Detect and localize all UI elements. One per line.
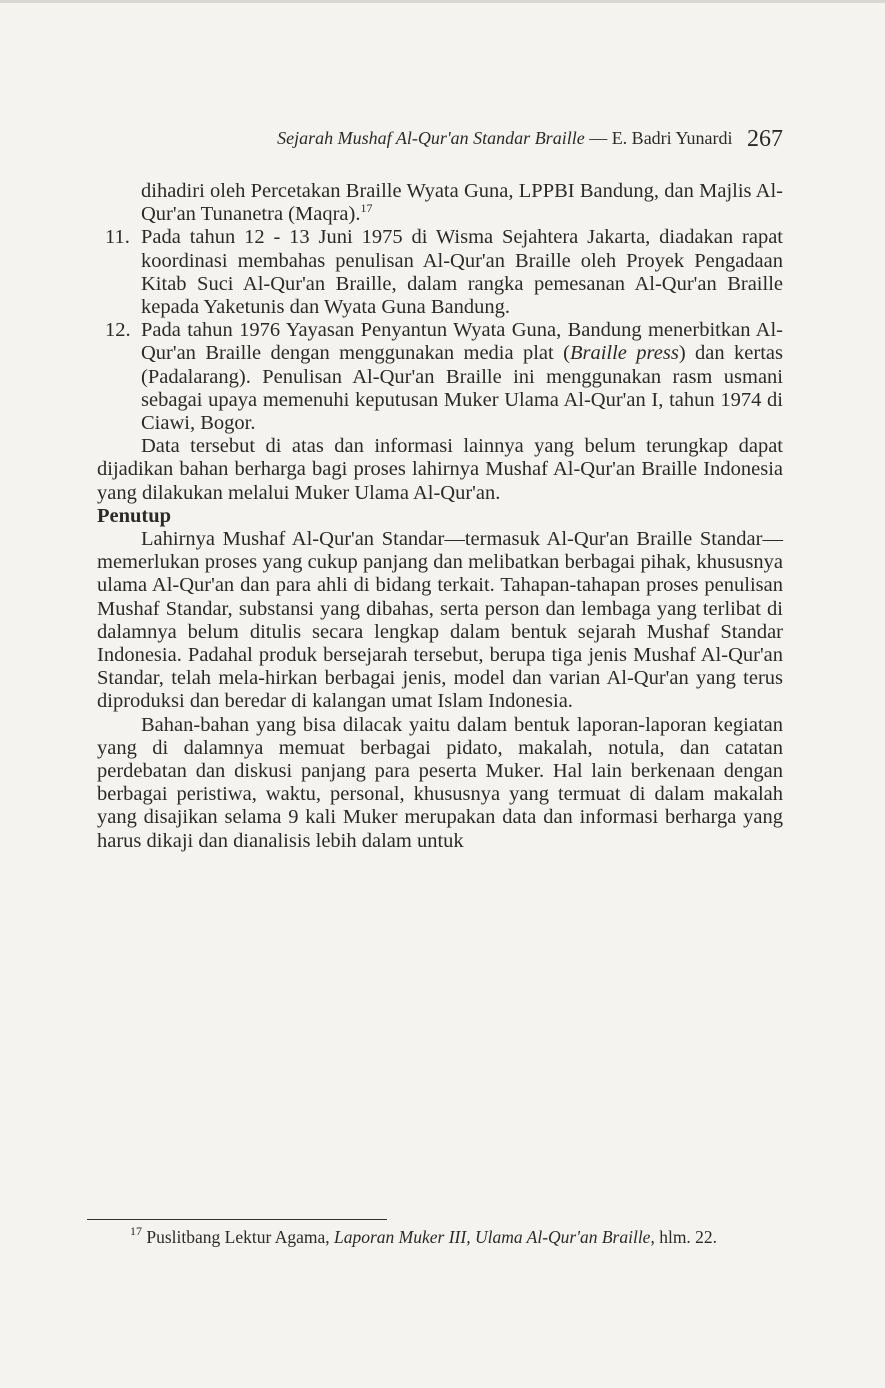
- list-item-text-before: Pada tahun 1976 Yayasan Penyantun Wyata Guna, Bandung menerbitkan Al-Qur'an Braille dengan menggunakan media plat (: [141, 319, 783, 365]
- running-title: Sejarah Mushaf Al-Qur'an Standar Braille: [277, 128, 585, 148]
- summary-paragraph: Data tersebut di atas dan informasi lainnya yang belum terungkap dapat dijadikan bahan berharga bagi proses lahirnya Mushaf Al-Qur'an Braille Indonesia yang dilakukan melalui Muker Ulama Al-Qur'an.: [97, 435, 783, 504]
- body-paragraph: Lahirnya Mushaf Al-Qur'an Standar—termasuk Al-Qur'an Braille Standar—memerlukan proses yang cukup panjang dan melibatkan berbagai pihak, khususnya ulama Al-Qur'an dan para ahli di bidang terkait. Tahapan-tahapan proses penulisan Mushaf Standar, substansi yang dibahas, serta person dan lembaga yang terlibat di dalamnya belum ditulis secara lengkap dalam bentuk sejarah Mushaf Standar Indonesia. Padahal produk bersejarah tersebut, berupa tiga jenis Mushaf Al-Qur'an Standar, telah mela-hirkan berbagai jenis, model dan varian Al-Qur'an yang terus diproduksi dan beredar di kalangan umat Islam Indonesia.: [97, 528, 783, 713]
- footnote-ref: 17: [360, 201, 373, 216]
- header-author: E. Badri Yunardi: [611, 128, 733, 148]
- list-item-italic-term: Braille press: [569, 342, 679, 365]
- numbered-list: [97, 226, 783, 435]
- page-number: 267: [747, 126, 783, 152]
- footnote-text-before: Puslitbang Lektur Agama,: [146, 1227, 334, 1247]
- intro-text: dihadiri oleh Percetakan Braille Wyata Guna, LPPBI Bandung, dan Majlis Al-Qur'an Tunanetra (Maqra).: [141, 180, 783, 226]
- footnote-italic-title: Laporan Muker III, Ulama Al-Qur'an Braille: [334, 1227, 651, 1247]
- footnote-number: 17: [130, 1224, 142, 1238]
- running-header: [0, 126, 783, 153]
- body-paragraph: Bahan-bahan yang bisa dilacak yaitu dalam bentuk laporan-laporan kegiatan yang di dalamnya memuat berbagai pidato, makalah, notula, dan catatan perdebatan dan diskusi panjang para peserta Muker. Hal lain berkenaan dengan berbagai peristiwa, waktu, personal, khususnya yang termuat di dalam makalah yang disajikan selama 9 kali Muker merupakan data dan informasi berharga yang harus dikaji dan dianalisis lebih dalam untuk: [97, 713, 783, 852]
- page-body: [97, 180, 783, 853]
- list-item-text: Pada tahun 12 - 13 Juni 1975 di Wisma Sejahtera Jakarta, diadakan rapat koordinasi membahas penulisan Al-Qur'an Braille oleh Proyek Pengadaan Kitab Suci Al-Qur'an Braille, dalam rangka pemesanan Al-Qur'an Braille kepada Yaketunis dan Wyata Guna Bandung.: [141, 226, 783, 319]
- footnote: [84, 1224, 781, 1248]
- list-item: [97, 319, 783, 435]
- continued-list-text: [97, 180, 783, 226]
- list-item: [97, 226, 783, 319]
- list-item-text-after: ) dan kertas (Padalarang). Penulisan Al-Qur'an Braille ini menggunakan rasm usmani sebagai upaya memenuhi keputusan Muker Ulama Al-Qur'an I, tahun 1974 di Ciawi, Bogor.: [141, 342, 783, 435]
- footnote-text-after: , hlm. 22.: [650, 1227, 718, 1247]
- list-item-number: 11.: [105, 226, 130, 249]
- header-separator: —: [589, 128, 608, 148]
- footnote-text: [84, 1224, 781, 1248]
- list-item-number: 12.: [105, 319, 131, 342]
- page-top-edge: [0, 0, 885, 3]
- section-heading: Penutup: [97, 504, 172, 527]
- footnote-divider: [87, 1219, 387, 1220]
